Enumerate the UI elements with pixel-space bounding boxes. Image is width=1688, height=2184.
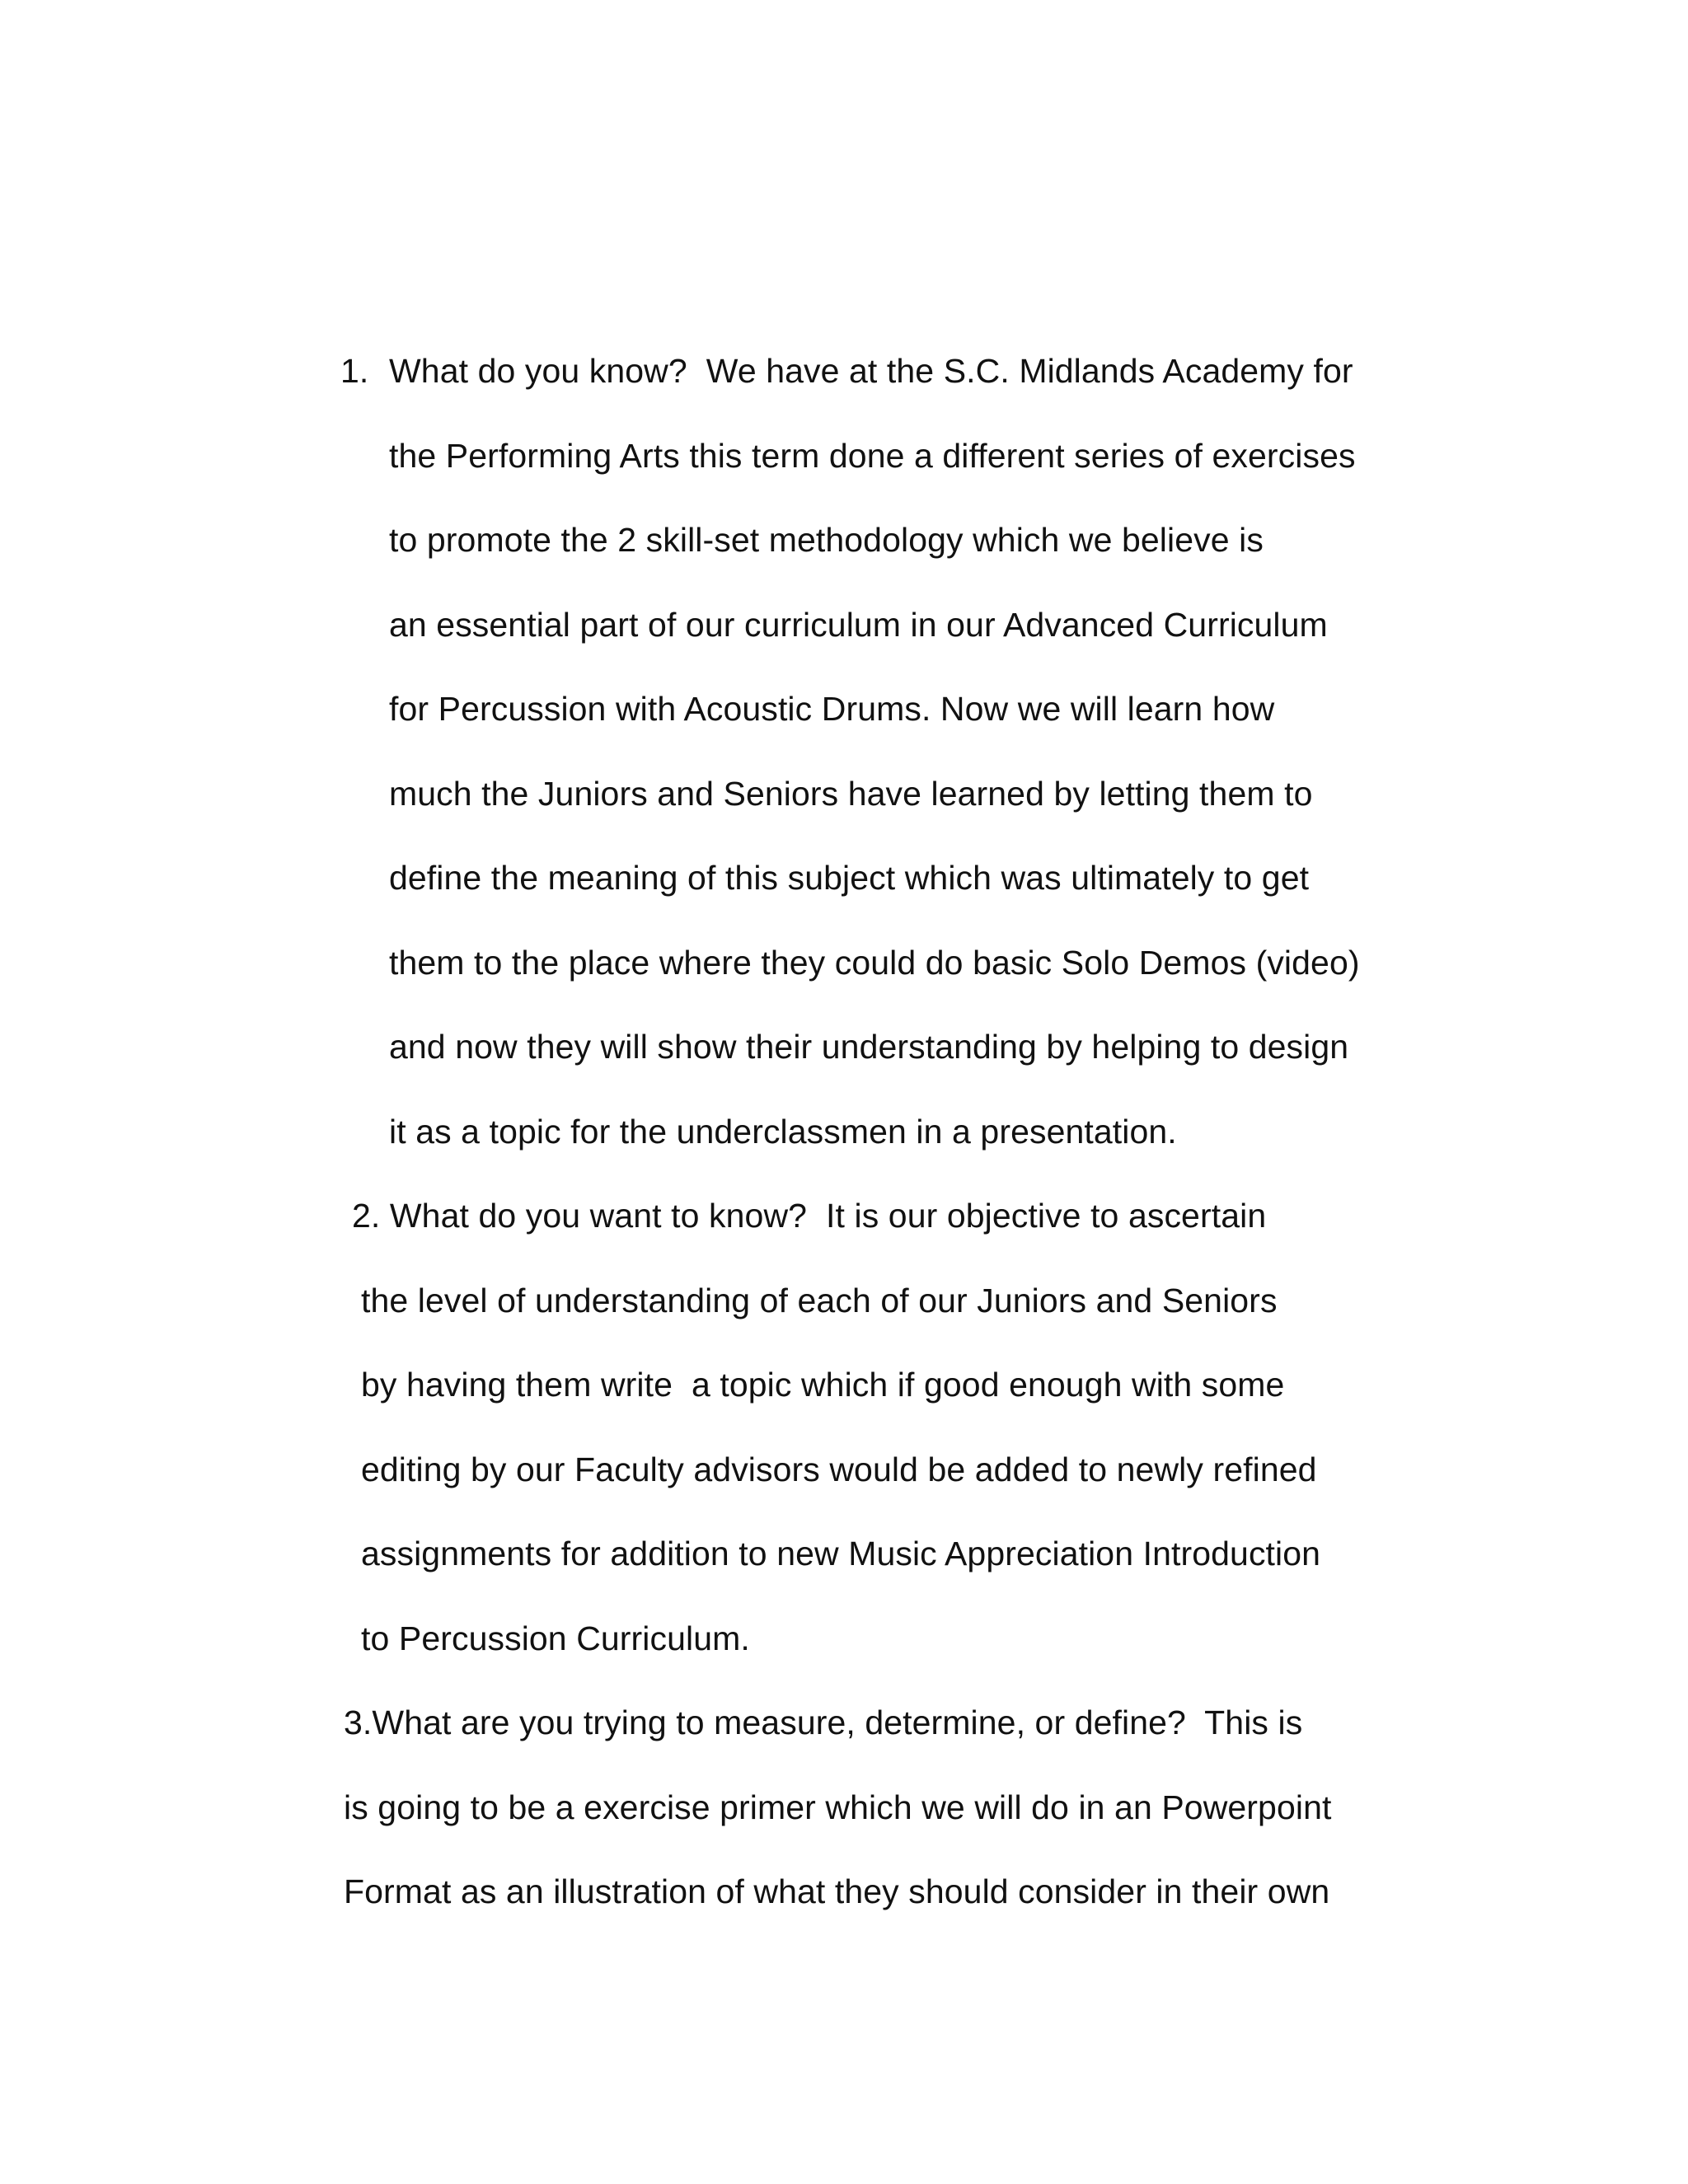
item1-line-1: What do you know? We have at the S.C. Midlands Academy for — [389, 352, 1353, 390]
item2-line-6: to Percussion Curriculum. — [361, 1619, 750, 1657]
item1-line-4: an essential part of our curriculum in our Advanced Curriculum — [389, 606, 1328, 644]
item1-line-7: define the meaning of this subject which was ultimately to get — [389, 859, 1310, 897]
item1-line-9: and now they will show their understanding by helping to design — [389, 1028, 1349, 1066]
item1-line-3: to promote the 2 skill-set methodology which we believe is — [389, 521, 1264, 559]
item2-line-5: assignments for addition to new Music Appreciation Introduction — [361, 1535, 1321, 1572]
item1-line-8: them to the place where they could do basic Solo Demos (video) — [389, 944, 1360, 982]
item3-line-3: Format as an illustration of what they should consider in their own — [344, 1872, 1330, 1910]
item1-line-5: for Percussion with Acoustic Drums. Now we will learn how — [389, 690, 1275, 728]
item1-line-6: much the Juniors and Seniors have learned by letting them to — [389, 775, 1313, 813]
item2-line-4: editing by our Faculty advisors would be added to newly refined — [361, 1451, 1317, 1488]
item3-line-2: is going to be a exercise primer which we will do in an Powerpoint — [344, 1788, 1332, 1826]
item1-line-10: it as a topic for the underclassmen in a presentation. — [389, 1113, 1177, 1151]
item1-line-2: the Performing Arts this term done a different series of exercises — [389, 437, 1356, 475]
item2-line-2: the level of understanding of each of our Juniors and Seniors — [361, 1282, 1278, 1319]
item2-line-3: by having them write a topic which if good enough with some — [361, 1366, 1285, 1404]
item2-line-1: 2. What do you want to know? It is our objective to ascertain — [352, 1197, 1267, 1235]
item1-number: 1. — [340, 352, 369, 390]
item3-line-1: 3.What are you trying to measure, determine, or define? This is — [344, 1704, 1303, 1741]
